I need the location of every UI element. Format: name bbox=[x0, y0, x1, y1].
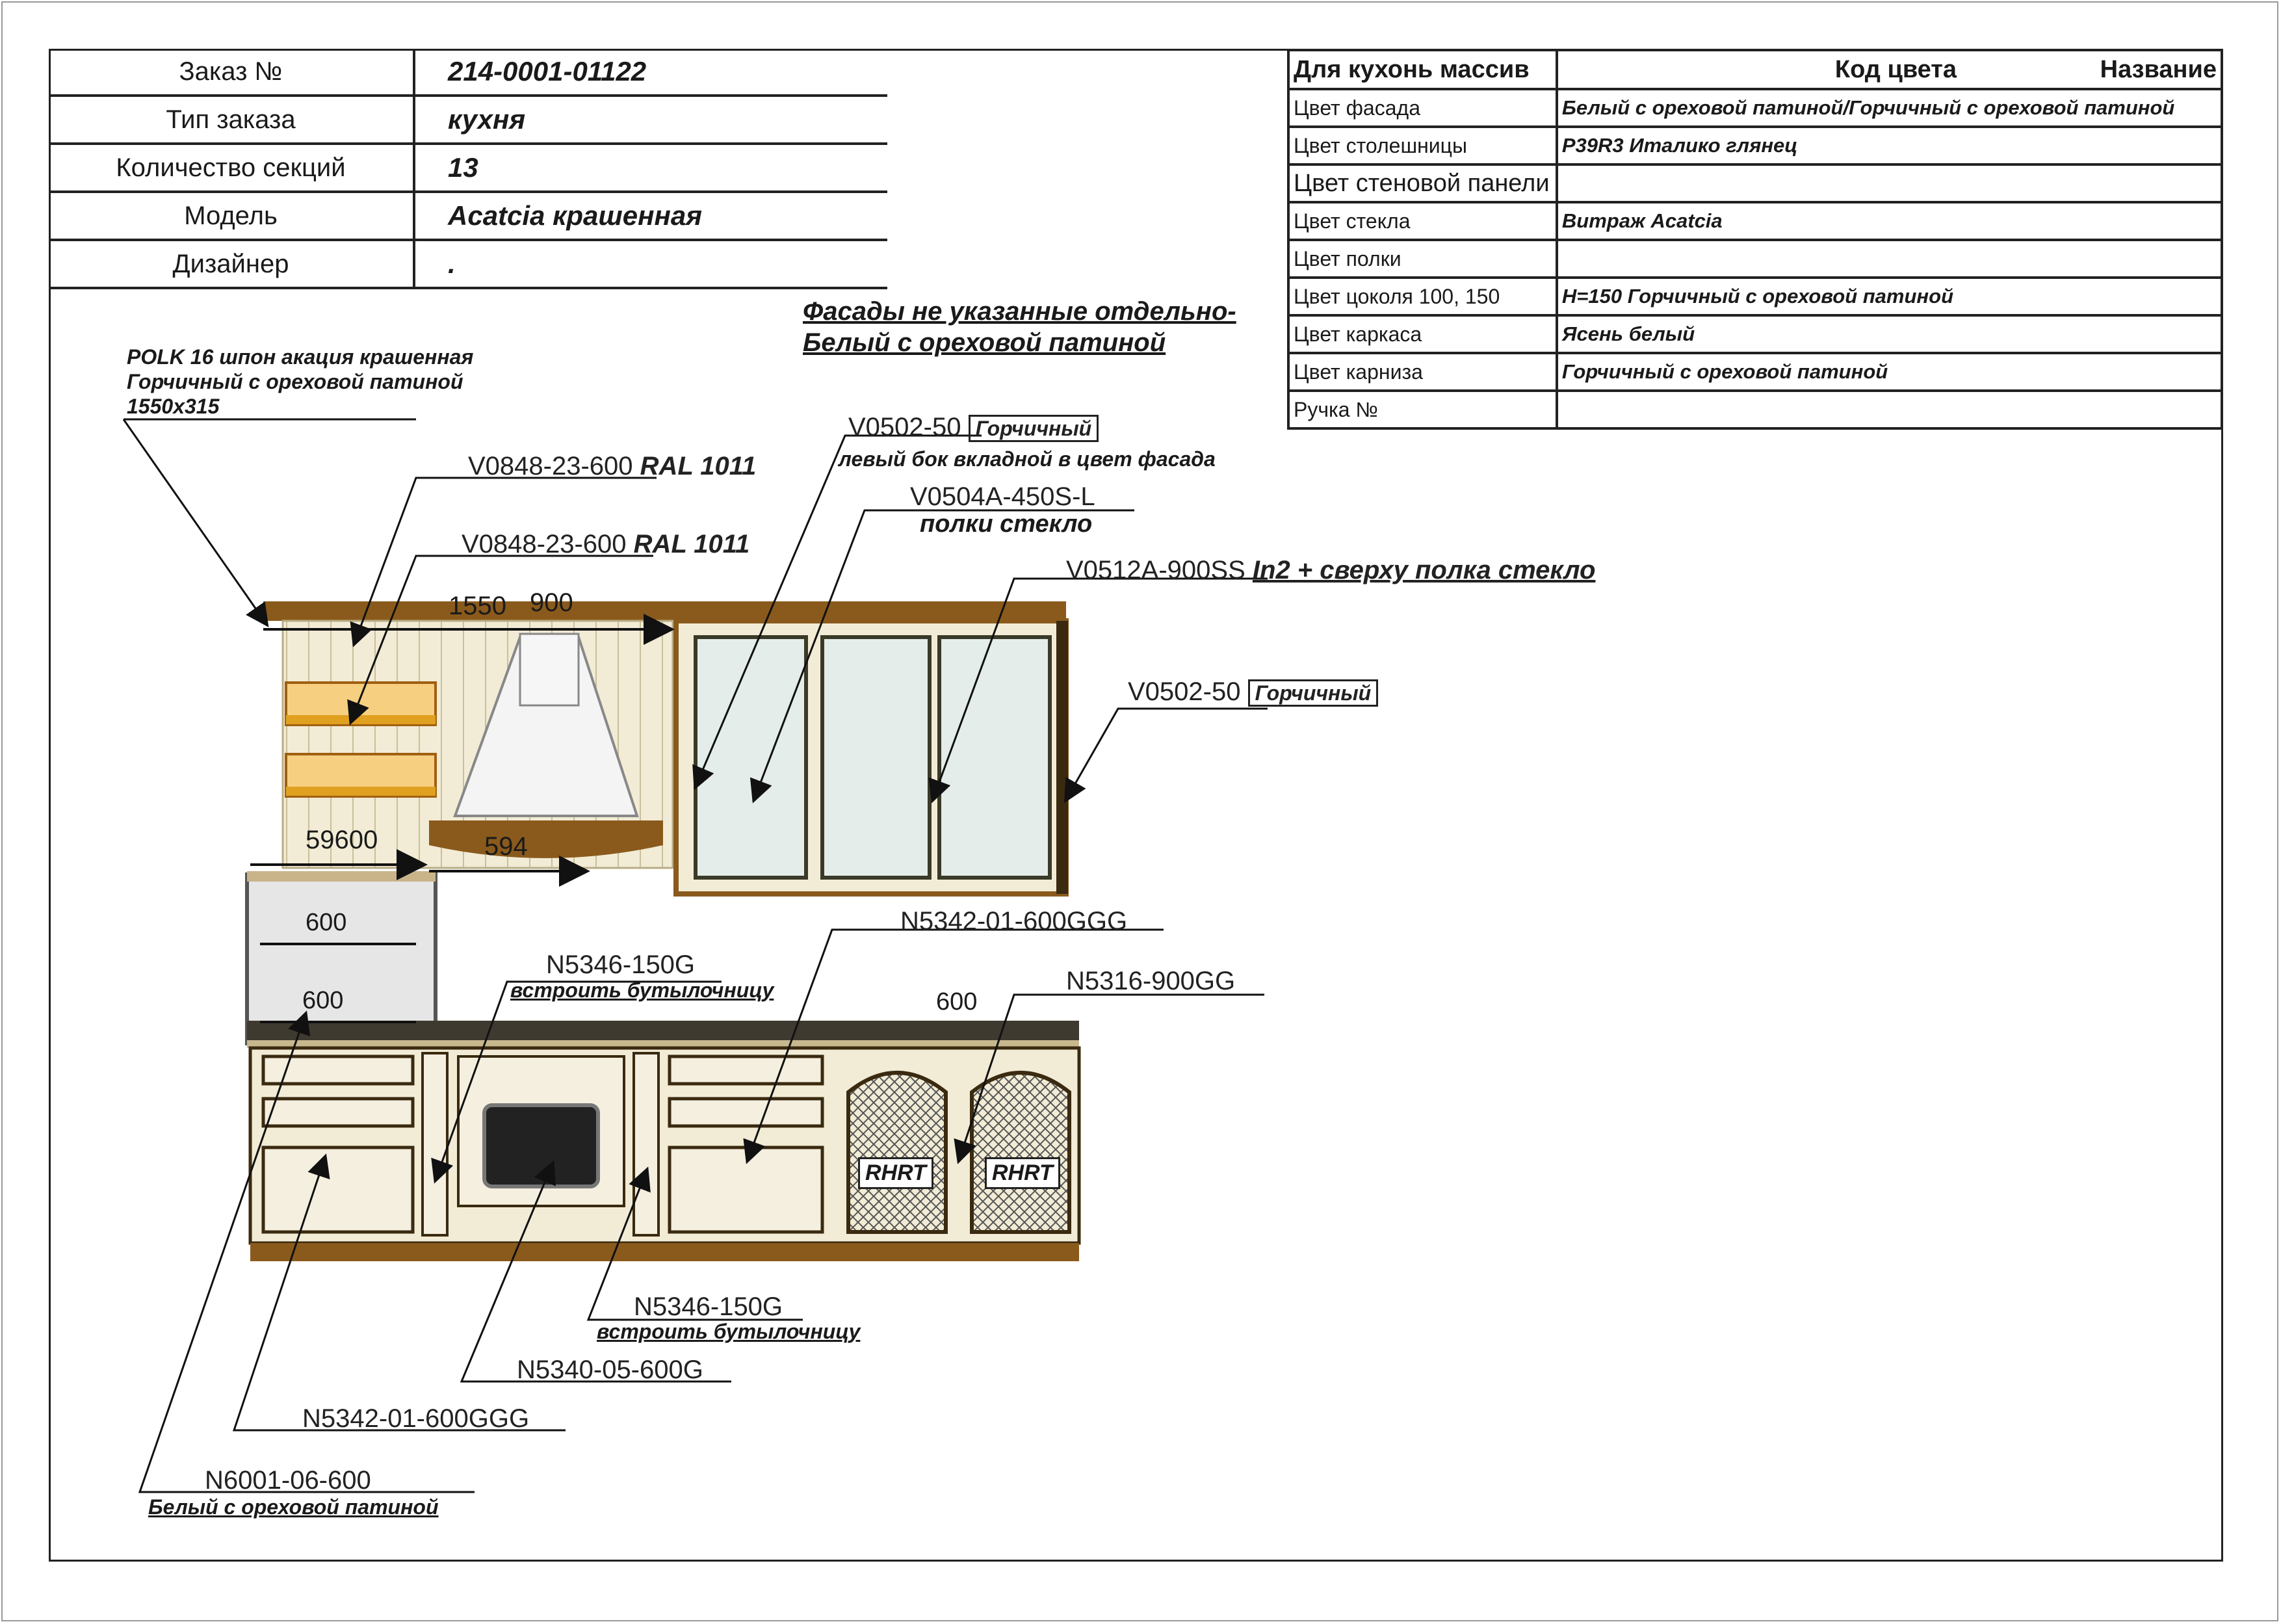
color-label: Цвет фасада bbox=[1288, 89, 1557, 127]
header-code: Код цвета bbox=[1834, 55, 1957, 83]
shelf-board bbox=[286, 787, 436, 796]
polk-note bbox=[127, 345, 473, 419]
callout-note: полки стекло bbox=[920, 510, 1093, 538]
color-value: Белый с ореховой патиной/Горчичный с ореховой патиной bbox=[1557, 89, 2222, 127]
order-value: . bbox=[414, 240, 887, 288]
upper-cornice bbox=[263, 601, 1066, 621]
dimension-label: 59600 bbox=[306, 826, 378, 854]
callout-note: In2 + сверху полка стекло bbox=[1252, 556, 1596, 584]
callout-note: Белый с ореховой патиной bbox=[148, 1495, 439, 1519]
cabinet-top bbox=[247, 871, 436, 882]
callout-note: левый бок вкладной в цвет фасада bbox=[839, 447, 1216, 471]
facades-note bbox=[803, 296, 1236, 358]
color-value: H=150 Горчичный с ореховой патиной bbox=[1557, 278, 2222, 315]
color-tag: Горчичный bbox=[969, 415, 1099, 442]
color-value: Горчичный с ореховой патиной bbox=[1557, 353, 2222, 391]
oven-window bbox=[484, 1105, 598, 1186]
callout-v0502-top bbox=[848, 413, 1099, 442]
dimension-label: 600 bbox=[302, 987, 344, 1014]
callout-n5342-top: N5342-01-600GGG bbox=[900, 907, 1128, 936]
color-value: Витраж Acatcia bbox=[1557, 202, 2222, 240]
order-label: Тип заказа bbox=[49, 96, 414, 144]
facades-note-line: Белый с ореховой патиной bbox=[803, 328, 1166, 357]
color-value: Ясень белый bbox=[1557, 315, 2222, 353]
drawer-front bbox=[263, 1147, 413, 1232]
callout-note: встроить бутылочницу bbox=[510, 978, 774, 1002]
callout-n5342-bot: N5342-01-600GGG bbox=[302, 1404, 530, 1433]
callout-code: V0502-50 bbox=[848, 413, 961, 441]
facades-note-line: Фасады не указанные отдельно- bbox=[803, 297, 1236, 326]
callout-code: V0848-23-600 bbox=[462, 530, 627, 558]
callout-v0502-right bbox=[1128, 677, 1378, 707]
right-side-panel bbox=[1056, 621, 1068, 894]
callout-n5346-bot: N5346-150G bbox=[634, 1292, 783, 1321]
color-label: Цвет карниза bbox=[1288, 353, 1557, 391]
color-label: Цвет стеновой панели bbox=[1288, 164, 1557, 202]
callout-note: встроить бутылочницу bbox=[597, 1320, 861, 1343]
plinth bbox=[250, 1243, 1079, 1261]
dimension-label: 594 bbox=[484, 832, 528, 861]
hood-chimney bbox=[520, 634, 579, 705]
polk-note-line: POLK 16 шпон акация крашенная bbox=[127, 345, 474, 369]
callout-n5316: N5316-900GG bbox=[1066, 967, 1236, 995]
order-value: 214-0001-01122 bbox=[414, 49, 887, 96]
bottle-rack bbox=[423, 1053, 447, 1235]
header-label: Для кухонь массив bbox=[1288, 50, 1557, 89]
color-label: Цвет столешницы bbox=[1288, 127, 1557, 164]
callout-v0848-a bbox=[468, 452, 756, 481]
order-label: Количество секций bbox=[49, 144, 414, 192]
color-label: Ручка № bbox=[1288, 391, 1557, 428]
rhrt-tag: RHRT bbox=[858, 1157, 933, 1189]
dimension-label: 600 bbox=[936, 988, 978, 1015]
glass-door bbox=[696, 637, 806, 878]
header-name: Название bbox=[2100, 55, 2217, 83]
lattice-door bbox=[972, 1073, 1069, 1232]
rhrt-tag: RHRT bbox=[985, 1157, 1060, 1189]
dimension-label: 600 bbox=[306, 909, 347, 936]
worktop bbox=[247, 1021, 1079, 1041]
callout-n6001: N6001-06-600 bbox=[205, 1466, 371, 1495]
dimension-label: 1550 bbox=[449, 592, 506, 620]
callout-ral: RAL 1011 bbox=[640, 452, 757, 480]
leader-line bbox=[1066, 709, 1268, 800]
order-label: Дизайнер bbox=[49, 240, 414, 288]
dimension-label: 900 bbox=[530, 588, 573, 617]
color-label: Цвет полки bbox=[1288, 240, 1557, 278]
callout-v0512 bbox=[1066, 556, 1595, 585]
color-label: Цвет стекла bbox=[1288, 202, 1557, 240]
order-value: 13 bbox=[414, 144, 887, 192]
order-label: Модель bbox=[49, 192, 414, 240]
shelf-board bbox=[286, 715, 436, 724]
order-value: Acatcia крашенная bbox=[414, 192, 887, 240]
callout-code: V0502-50 bbox=[1128, 677, 1241, 706]
color-label: Цвет цоколя 100, 150 bbox=[1288, 278, 1557, 315]
callout-n5340: N5340-05-600G bbox=[517, 1356, 703, 1384]
callout-v0848-b bbox=[462, 530, 749, 559]
polk-note-line: 1550x315 bbox=[127, 395, 220, 418]
callout-v0504: V0504A-450S-L bbox=[910, 482, 1095, 511]
lattice-door bbox=[848, 1073, 946, 1232]
drawer-front bbox=[670, 1056, 822, 1084]
bottle-rack bbox=[634, 1053, 658, 1235]
callout-code: V0512A-900SS bbox=[1066, 556, 1245, 584]
color-label: Цвет каркаса bbox=[1288, 315, 1557, 353]
drawer-front bbox=[670, 1147, 822, 1232]
drawer-front bbox=[263, 1099, 413, 1126]
polk-note-line: Горчичный с ореховой патиной bbox=[127, 370, 463, 393]
callout-n5346-top: N5346-150G bbox=[546, 950, 696, 979]
order-value: кухня bbox=[414, 96, 887, 144]
callout-code: V0848-23-600 bbox=[468, 452, 633, 480]
glass-door bbox=[939, 637, 1050, 878]
color-value: P39R3 Италико глянец bbox=[1557, 127, 2222, 164]
color-tag: Горчичный bbox=[1248, 679, 1379, 707]
callout-ral: RAL 1011 bbox=[633, 530, 750, 558]
open-corner-cabinet bbox=[247, 874, 436, 1043]
glass-door bbox=[822, 637, 930, 878]
drawer-front bbox=[670, 1099, 822, 1126]
order-label: Заказ № bbox=[49, 49, 414, 96]
